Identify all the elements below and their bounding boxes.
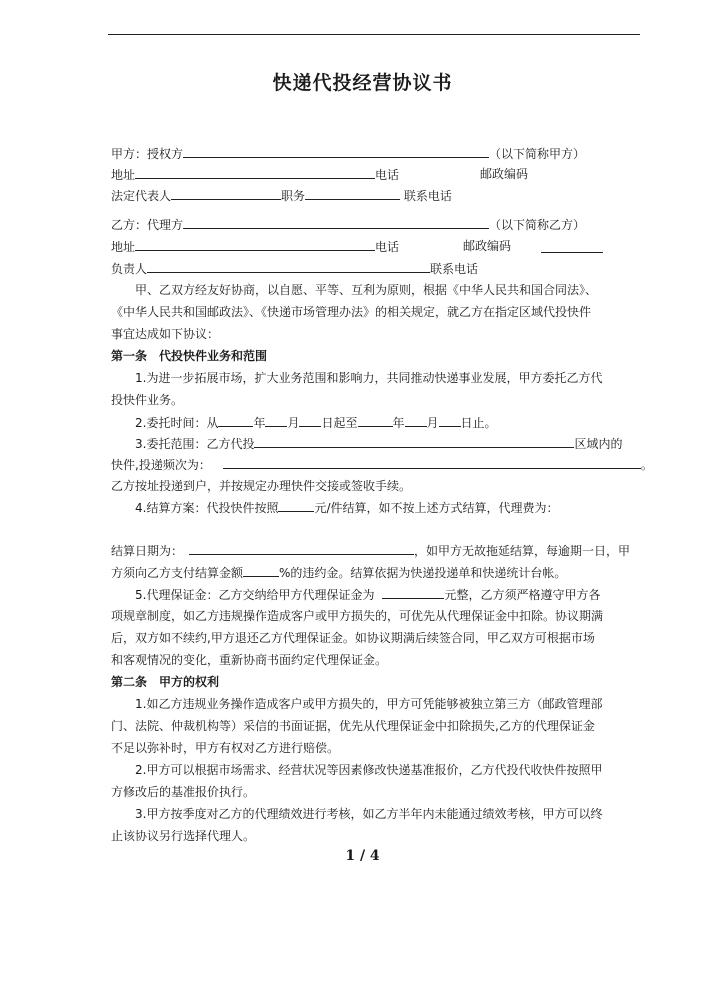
entrust-period-line	[135, 412, 497, 432]
year-label: 年	[392, 416, 405, 430]
party-a-rep-label: 法定代表人	[111, 189, 172, 203]
article-2-p1-line-3: 不足以弥补时，甲方有权对乙方进行赔偿。	[111, 741, 340, 755]
party-a-rep-blank[interactable]	[171, 185, 281, 200]
deposit-label: 5.代理保证金：乙方交纳给甲方代理保证金为	[135, 588, 375, 602]
penalty-rate-blank[interactable]	[243, 562, 279, 577]
entrust-scope-blank[interactable]	[254, 433, 574, 448]
start-day-blank[interactable]	[299, 412, 321, 427]
party-b-name-blank[interactable]	[183, 214, 489, 229]
start-month-blank[interactable]	[265, 412, 287, 427]
article-2-heading: 第二条 甲方的权利	[111, 675, 220, 689]
article-1-p1-line-2: 投快件业务。	[111, 393, 184, 407]
month-label: 月	[287, 416, 300, 430]
page-number: 1 / 4	[345, 848, 380, 864]
deposit-amount-blank[interactable]	[382, 584, 444, 599]
article-2-p2-line-2: 方修改后的基准报价执行。	[111, 785, 256, 799]
party-a-postcode-label: 邮政编码	[480, 167, 529, 181]
deposit-line-3: 后，双方如不续约,甲方退还乙方代理保证金。如协议期满后续签合同，甲乙双方可根据市场	[111, 631, 595, 645]
intro-line-3: 事宜达成如下协议：	[111, 327, 220, 341]
settlement-date-label: 结算日期为：	[111, 544, 184, 558]
party-a-contact-phone-label: 联系电话	[403, 189, 452, 203]
party-b-manager-line	[111, 258, 478, 278]
party-b-address-blank[interactable]	[135, 236, 375, 251]
intro-line-1: 甲、乙双方经友好协商，以自愿、平等、互利为原则，根据《中华人民共和国合同法》、	[135, 283, 598, 297]
party-b-contact-phone-label: 联系电话	[430, 262, 479, 276]
article-2-p2-line-1: 2.甲方可以根据市场需求、经营状况等因素修改快递基准报价，乙方代投代收快件按照甲	[135, 763, 603, 777]
party-b-label: 乙方：代理方	[111, 218, 184, 232]
deposit-rest: 元整，乙方须严格遵守甲方各	[444, 588, 601, 602]
party-a-abbr: （以下简称甲方）	[489, 147, 586, 161]
header-rule	[108, 34, 640, 35]
settlement-date-line	[111, 540, 630, 560]
party-a-phone-label: 电话	[375, 168, 400, 182]
entrust-scope-line	[135, 433, 622, 453]
article-2-p1-line-2: 门、法院、仲裁机构等）采信的书面证据，优先从代理保证金中扣除损失,乙方的代理保证金	[111, 719, 595, 733]
entrust-period-label: 2.委托时间：从	[135, 416, 219, 430]
penalty-line	[111, 562, 566, 582]
delivery-procedure-line: 乙方按址投递到户，并按规定办理快件交接或签收手续。	[111, 479, 412, 493]
entrust-scope-label: 3.委托范围：乙方代投	[135, 437, 255, 451]
party-b-phone-label: 电话	[375, 240, 400, 254]
document-title: 快递代投经营协议书	[272, 72, 453, 94]
settlement-plan-line	[135, 497, 559, 517]
area-suffix-label: 区域内的	[574, 437, 623, 451]
per-piece-rate-blank[interactable]	[278, 497, 314, 512]
party-b-manager-label: 负责人	[111, 262, 148, 276]
party-a-label: 甲方：授权方	[111, 147, 184, 161]
penalty-rest: %的违约金。结算依据为快递投递单和快递统计台帐。	[279, 566, 567, 580]
settlement-plan-rest: 元/件结算，如不按上述方式结算，代理费为：	[314, 501, 559, 515]
deposit-line-1	[135, 584, 600, 604]
intro-line-2: 《中华人民共和国邮政法》、《快递市场管理办法》的相关规定，就乙方在指定区域代投快件	[111, 305, 592, 319]
party-b-postcode-blank[interactable]	[541, 238, 603, 253]
party-b-abbr: （以下简称乙方）	[489, 218, 586, 232]
end-label: 日止。	[460, 416, 497, 430]
party-b-address-label: 地址	[111, 240, 136, 254]
end-day-blank[interactable]	[439, 412, 461, 427]
article-2-p3-line-2: 止该协议另行选择代理人。	[111, 829, 256, 843]
party-a-address-blank[interactable]	[135, 164, 375, 179]
delivery-frequency-blank[interactable]	[223, 454, 641, 469]
settlement-delay-text: ，如甲方无故拖延结算，每逾期一日，甲	[414, 544, 631, 558]
party-b-postcode-label: 邮政编码	[463, 239, 512, 253]
end-month-blank[interactable]	[405, 412, 427, 427]
party-a-rep-line	[111, 185, 631, 205]
party-b-address-line	[111, 236, 631, 256]
month-label: 月	[426, 416, 439, 430]
settlement-date-blank[interactable]	[189, 540, 414, 555]
article-2-p1-line-1: 1.如乙方违规业务操作造成客户或甲方损失的，甲方可凭能够被独立第三方（邮政管理部	[135, 697, 603, 711]
deposit-line-2: 项规章制度，如乙方违规操作造成客户或甲方损失的，可优先从代理保证金中扣除。协议期满	[111, 609, 604, 623]
party-a-name-blank[interactable]	[183, 143, 489, 158]
party-b-line	[111, 214, 585, 234]
end-year-blank[interactable]	[358, 412, 393, 427]
article-2-p3-line-1: 3.甲方按季度对乙方的代理绩效进行考核，如乙方半年内未能通过绩效考核，甲方可以终	[135, 807, 603, 821]
period-mark: 。	[640, 458, 653, 472]
party-a-address-line	[111, 164, 631, 184]
party-a-address-label: 地址	[111, 168, 136, 182]
article-1-heading: 第一条 代投快件业务和范围	[111, 349, 268, 363]
deposit-line-4: 和客观情况的变化，重新协商书面约定代理保证金。	[111, 653, 388, 667]
party-a-position-label: 职务	[281, 189, 306, 203]
delivery-frequency-label: 快件,投递频次为：	[111, 458, 211, 472]
year-label: 年	[253, 416, 266, 430]
penalty-label: 方须向乙方支付结算金额	[111, 566, 244, 580]
party-a-position-blank[interactable]	[305, 185, 400, 200]
settlement-plan-label: 4.结算方案：代投快件按照	[135, 501, 279, 515]
start-to-label: 日起至	[321, 416, 358, 430]
start-year-blank[interactable]	[218, 412, 253, 427]
party-a-line	[111, 143, 585, 163]
article-1-p1-line-1: 1.为进一步拓展市场，扩大业务范围和影响力，共同推动快递事业发展，甲方委托乙方代	[135, 371, 603, 385]
delivery-frequency-line	[111, 454, 653, 474]
party-b-manager-blank[interactable]	[147, 258, 430, 273]
